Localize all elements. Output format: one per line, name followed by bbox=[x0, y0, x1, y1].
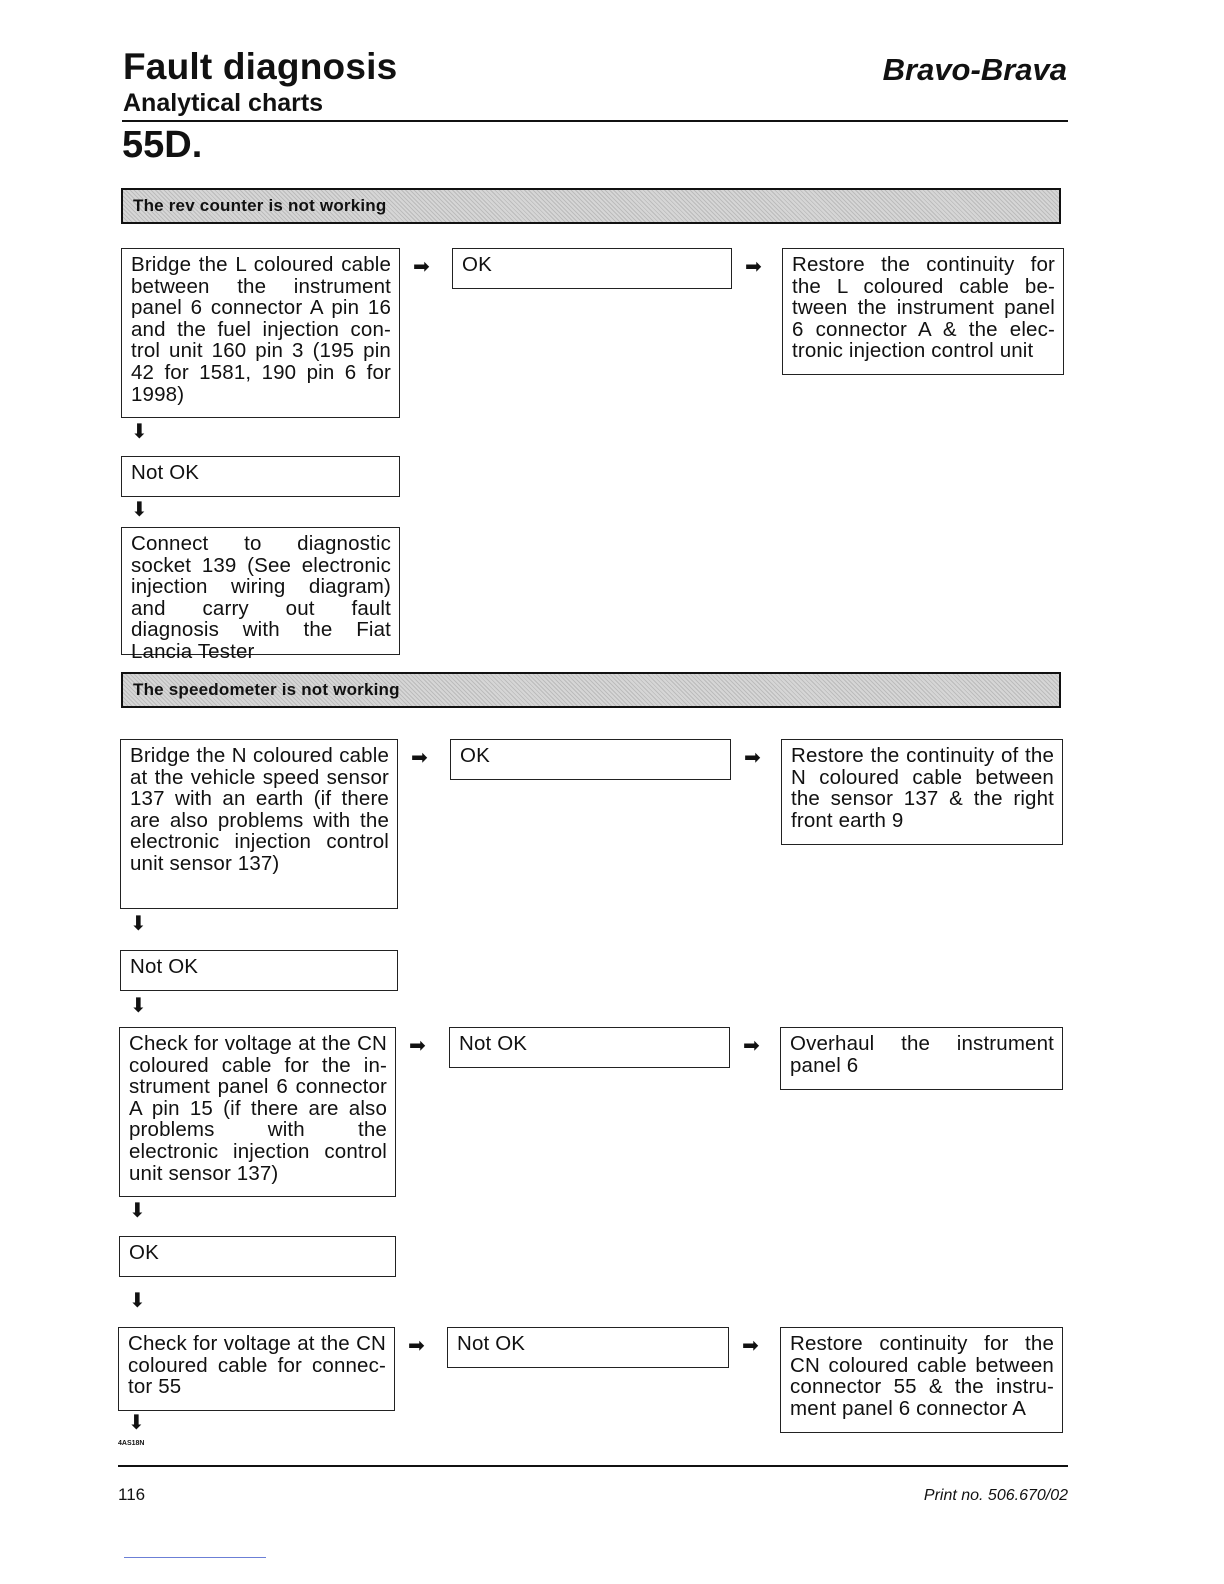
speedo-step3-not-ok-box: Not OK bbox=[447, 1327, 729, 1368]
figure-reference: 4AS18N bbox=[118, 1440, 145, 1447]
speedo-step2-check-box: Check for voltage at the CN coloured cable for the in-strument panel 6 connector A pin 15 (if there are also problems with the electronic injection control unit sensor 137) bbox=[119, 1027, 396, 1197]
arrow-down-icon: ⬇ bbox=[129, 1200, 146, 1222]
speedo-step1-not-ok-box: Not OK bbox=[120, 950, 398, 991]
arrow-down-icon: ⬇ bbox=[131, 421, 148, 443]
speedo-step3-not-ok-action-box: Restore continuity for the CN coloured cable between connector 55 & the instru-ment panel 6 connector A bbox=[780, 1327, 1063, 1433]
section-banner-rev-counter bbox=[121, 188, 1061, 224]
speedo-step1-ok-action-box: Restore the continuity of the N coloured cable between the sensor 137 & the right front earth 9 bbox=[781, 739, 1063, 845]
section-banner-label: The rev counter is not working bbox=[133, 196, 387, 215]
print-number: Print no. 506.670/02 bbox=[923, 1487, 1068, 1504]
brand-label: Bravo-Brava bbox=[882, 52, 1067, 87]
arrow-right-icon: ➡ bbox=[745, 256, 762, 278]
page-number: 116 bbox=[118, 1485, 146, 1504]
arrow-down-icon: ⬇ bbox=[131, 499, 148, 521]
arrow-right-icon: ➡ bbox=[743, 1035, 760, 1057]
arrow-down-icon: ⬇ bbox=[128, 1412, 145, 1434]
page-subtitle: Analytical charts bbox=[123, 89, 324, 117]
chart-code: 55D. bbox=[122, 124, 203, 166]
section-banner-speedometer bbox=[121, 672, 1061, 708]
arrow-right-icon: ➡ bbox=[411, 747, 428, 769]
arrow-down-icon: ⬇ bbox=[130, 913, 147, 935]
speedo-step1-ok-box: OK bbox=[450, 739, 731, 780]
rev-ok-action-box: Restore the continuity for the L coloured cable be-tween the instrument panel 6 connector A & the elec-tronic injection control unit bbox=[782, 248, 1064, 375]
speedo-step2-not-ok-box: Not OK bbox=[449, 1027, 730, 1068]
speedo-step3-check-box: Check for voltage at the CN coloured cable for connec-tor 55 bbox=[118, 1327, 395, 1411]
speedo-step-bridge-box: Bridge the N coloured cable at the vehicle speed sensor 137 with an earth (if there are also problems with the electronic injection control unit sensor 137) bbox=[120, 739, 398, 909]
footer-divider bbox=[118, 1465, 1068, 1467]
rev-step-bridge-box: Bridge the L coloured cable between the instrument panel 6 connector A pin 16 and the fuel injection con-trol unit 160 pin 3 (195 pin 42 for 1581, 190 pin 6 for 1998) bbox=[121, 248, 400, 418]
arrow-right-icon: ➡ bbox=[742, 1335, 759, 1357]
rev-not-ok-action-box: Connect to diagnostic socket 139 (See electronic injection wiring diagram) and carry out fault diagnosis with the Fiat Lancia Tester bbox=[121, 527, 400, 655]
speedo-step2-not-ok-action-box: Overhaul the instrument panel 6 bbox=[780, 1027, 1063, 1090]
arrow-down-icon: ⬇ bbox=[129, 1290, 146, 1312]
section-banner-label: The speedometer is not working bbox=[133, 680, 400, 699]
scan-artifact-line bbox=[124, 1557, 266, 1558]
rev-ok-box: OK bbox=[452, 248, 732, 289]
speedo-step2-ok-box: OK bbox=[119, 1236, 396, 1277]
arrow-right-icon: ➡ bbox=[408, 1335, 425, 1357]
arrow-right-icon: ➡ bbox=[413, 256, 430, 278]
arrow-right-icon: ➡ bbox=[744, 747, 761, 769]
page-title: Fault diagnosis bbox=[123, 46, 398, 87]
arrow-down-icon: ⬇ bbox=[130, 995, 147, 1017]
rev-not-ok-box: Not OK bbox=[121, 456, 400, 497]
header-divider bbox=[122, 120, 1068, 122]
arrow-right-icon: ➡ bbox=[409, 1035, 426, 1057]
